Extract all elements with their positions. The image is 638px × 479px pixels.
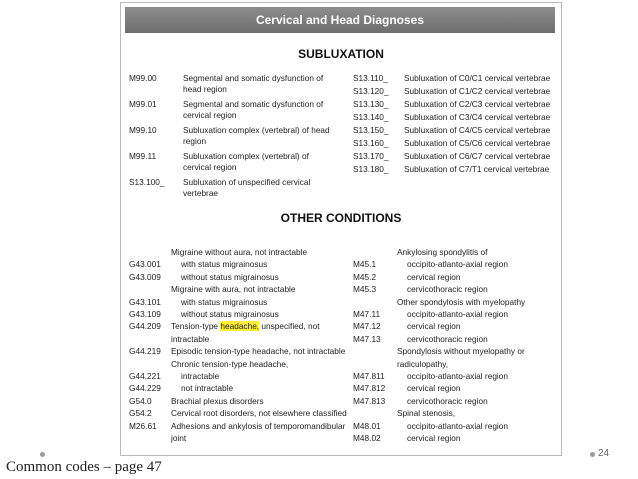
- code-label: S13.120_: [353, 86, 389, 96]
- code-description: Subluxation of C7/T1 cervical vertebrae: [404, 164, 550, 174]
- code-description: cervicothoracic region: [407, 284, 488, 295]
- code-description: head region: [183, 84, 227, 94]
- code-description: without status migrainosus: [181, 271, 279, 282]
- code-description: occipito-atlanto-axial region: [407, 420, 509, 431]
- code-label: M47.12: [353, 321, 381, 332]
- code-label: S13.160_: [353, 138, 389, 148]
- code-label: S13.130_: [353, 99, 389, 109]
- code-description: Spinal stenosis,: [397, 408, 456, 419]
- code-description: with status migrainosus: [181, 296, 268, 307]
- slide-caption: Common codes – page 47: [6, 459, 162, 475]
- code-description: cervicothoracic region: [407, 395, 488, 406]
- code-label: G44.209: [129, 321, 161, 332]
- code-label: G54.0: [129, 395, 152, 406]
- code-description: cervical region: [183, 162, 237, 172]
- code-label: M45.1: [353, 259, 377, 270]
- code-label: G43.009: [129, 271, 161, 282]
- code-label: G44.219: [129, 346, 161, 357]
- code-description: occipito-atlanto-axial region: [407, 371, 509, 381]
- code-description: Brachial plexus disorders: [171, 395, 264, 406]
- code-label: M45.3: [353, 284, 377, 295]
- code-label: G43.109: [129, 309, 161, 319]
- code-description: not intractable: [181, 383, 234, 394]
- code-description: with status migrainosus: [181, 259, 268, 270]
- code-label: G43.101: [129, 296, 161, 307]
- code-description: vertebrae: [183, 188, 219, 198]
- slide-bullet-right: [590, 452, 595, 457]
- code-description: cervical region: [407, 321, 461, 332]
- section-title-subluxation: SUBLUXATION: [298, 47, 384, 61]
- description-text: Tension-type: [171, 321, 221, 332]
- code-label: G44.229: [129, 383, 161, 394]
- document-header: Cervical and Head Diagnoses: [125, 7, 555, 33]
- highlighted-term: headache,: [220, 321, 260, 332]
- code-description: Segmental and somatic dysfunction of: [183, 99, 324, 109]
- code-description: intractable: [181, 371, 220, 381]
- code-label: M47.811: [353, 371, 385, 381]
- code-description: joint: [171, 433, 187, 443]
- code-description: Subluxation of unspecified cervical: [183, 177, 311, 187]
- code-description: [171, 321, 320, 331]
- code-description: Subluxation of C4/C5 cervical vertebrae: [404, 125, 551, 135]
- code-description: Subluxation of C0/C1 cervical vertebrae: [404, 73, 551, 83]
- code-description: Subluxation complex (vertebral) of head: [183, 125, 330, 135]
- code-label: M47.11: [353, 309, 381, 319]
- code-description: Ankylosing spondylitis of: [397, 247, 488, 257]
- code-label: S13.140_: [353, 112, 389, 122]
- code-label: G43.001: [129, 259, 161, 270]
- code-label: M99.01: [129, 99, 157, 109]
- code-description: Migraine with aura, not intractable: [171, 284, 296, 295]
- code-description: intractable: [171, 333, 210, 344]
- code-label: M48.02: [353, 433, 381, 443]
- code-description: Episodic tension-type headache, not intractable: [171, 346, 346, 357]
- slide-page-number: 24: [598, 448, 610, 459]
- code-description: Subluxation complex (vertebral) of: [183, 151, 309, 161]
- code-label: M99.00: [129, 73, 157, 83]
- code-description: cervical region: [407, 433, 461, 443]
- code-description: Adhesions and ankylosis of temporomandibular: [171, 420, 346, 431]
- code-description: Cervical root disorders, not elsewhere classified: [171, 408, 347, 419]
- code-label: M47.812: [353, 383, 386, 394]
- code-description: Migraine without aura, not intractable: [171, 247, 308, 257]
- code-label: M26.61: [129, 420, 157, 431]
- code-label: M45.2: [353, 271, 377, 282]
- code-label: M47.813: [353, 395, 386, 406]
- code-label: S13.170_: [353, 151, 389, 161]
- code-label: M99.11: [129, 151, 157, 161]
- code-label: G44.221: [129, 371, 161, 381]
- code-description: occipito-atlanto-axial region: [407, 309, 509, 319]
- description-text: unspecified, not: [259, 321, 320, 332]
- code-label: G54.2: [129, 408, 152, 419]
- code-description: Subluxation of C3/C4 cervical vertebrae: [404, 112, 551, 122]
- code-label: S13.180_: [353, 164, 389, 174]
- section-title-other-conditions: OTHER CONDITIONS: [280, 211, 402, 225]
- code-description: cervicothoracic region: [407, 333, 488, 344]
- slide-bullet-left: [40, 452, 45, 457]
- code-description: Chronic tension-type headache,: [171, 358, 289, 369]
- code-description: region: [183, 136, 207, 146]
- code-label: M47.13: [353, 333, 381, 344]
- code-description: cervical region: [407, 383, 461, 394]
- code-description: cervical region: [183, 110, 237, 120]
- document-page: [120, 2, 562, 456]
- code-description: Subluxation of C5/C6 cervical vertebrae: [404, 138, 551, 148]
- code-description: without status migrainosus: [181, 309, 279, 319]
- code-description: Subluxation of C2/C3 cervical vertebrae: [404, 99, 551, 109]
- code-label: S13.110_: [353, 73, 388, 83]
- code-description: Spondylosis without myelopathy or: [397, 346, 525, 357]
- code-label: M99.10: [129, 125, 157, 135]
- code-description: Subluxation of C6/C7 cervical vertebrae: [404, 151, 551, 161]
- code-description: Segmental and somatic dysfunction of: [183, 73, 324, 83]
- code-description: occipito-atlanto-axial region: [407, 259, 509, 270]
- code-description: radiculopathy,: [397, 358, 449, 369]
- code-label: S13.100_: [129, 177, 165, 187]
- code-label: M48.01: [353, 420, 381, 431]
- code-description: cervical region: [407, 271, 461, 282]
- code-description: Subluxation of C1/C2 cervical vertebrae: [404, 86, 551, 96]
- code-label: S13.150_: [353, 125, 389, 135]
- code-description: Other spondylosis with myelopathy: [397, 296, 526, 307]
